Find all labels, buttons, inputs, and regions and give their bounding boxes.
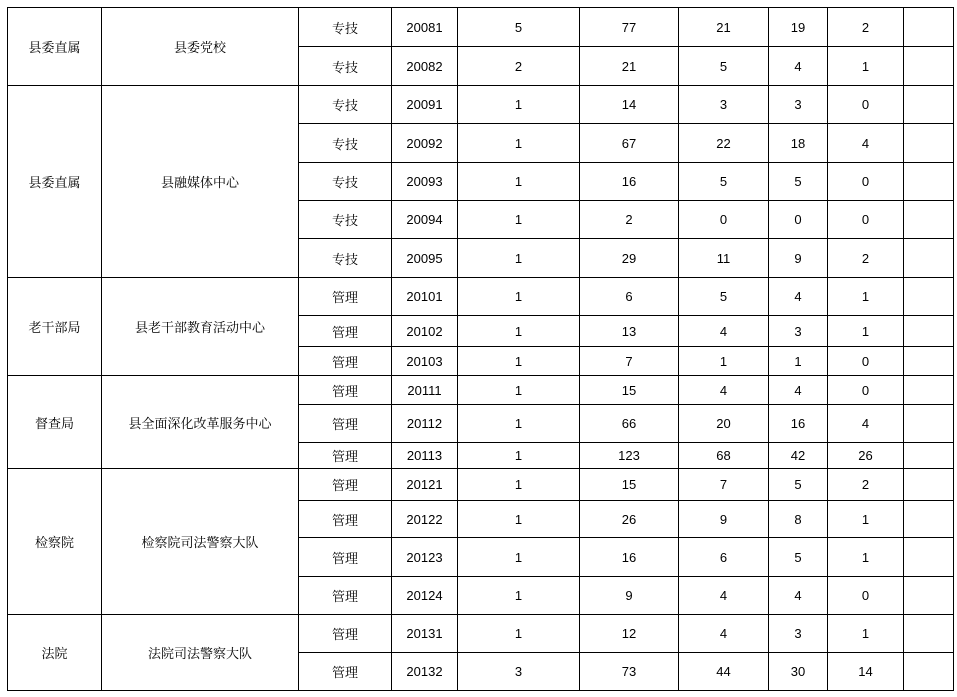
type-cell: 管理 (299, 376, 392, 405)
count-cell-1: 9 (679, 501, 769, 538)
count-cell-2: 4 (769, 47, 828, 86)
type-cell: 专技 (299, 47, 392, 86)
recruitment-table (7, 7, 954, 691)
code-cell: 20103 (392, 347, 458, 376)
count-cell-3: 0 (828, 86, 904, 124)
applicants-cell: 14 (580, 86, 679, 124)
note-cell (904, 501, 954, 538)
applicants-cell: 21 (580, 47, 679, 86)
table-row (8, 278, 954, 316)
note-cell (904, 443, 954, 469)
code-cell: 20113 (392, 443, 458, 469)
count-cell-1: 5 (679, 47, 769, 86)
note-cell (904, 405, 954, 443)
quota-cell: 1 (458, 316, 580, 347)
type-cell: 管理 (299, 653, 392, 691)
note-cell (904, 201, 954, 239)
table-row (8, 615, 954, 653)
quota-cell: 1 (458, 577, 580, 615)
count-cell-1: 5 (679, 278, 769, 316)
note-cell (904, 653, 954, 691)
type-cell: 专技 (299, 201, 392, 239)
count-cell-2: 5 (769, 469, 828, 501)
applicants-cell: 16 (580, 163, 679, 201)
applicants-cell: 15 (580, 469, 679, 501)
count-cell-2: 19 (769, 8, 828, 47)
dept-cell: 县委直属 (8, 8, 102, 86)
count-cell-1: 7 (679, 469, 769, 501)
count-cell-1: 0 (679, 201, 769, 239)
count-cell-1: 5 (679, 163, 769, 201)
code-cell: 20112 (392, 405, 458, 443)
note-cell (904, 316, 954, 347)
applicants-cell: 29 (580, 239, 679, 278)
count-cell-3: 1 (828, 278, 904, 316)
count-cell-2: 9 (769, 239, 828, 278)
quota-cell: 1 (458, 443, 580, 469)
applicants-cell: 15 (580, 376, 679, 405)
note-cell (904, 347, 954, 376)
applicants-cell: 6 (580, 278, 679, 316)
code-cell: 20131 (392, 615, 458, 653)
count-cell-3: 1 (828, 501, 904, 538)
type-cell: 专技 (299, 8, 392, 47)
note-cell (904, 163, 954, 201)
count-cell-3: 2 (828, 8, 904, 47)
code-cell: 20081 (392, 8, 458, 47)
type-cell: 专技 (299, 163, 392, 201)
count-cell-2: 4 (769, 577, 828, 615)
type-cell: 管理 (299, 538, 392, 577)
type-cell: 管理 (299, 316, 392, 347)
dept-cell: 检察院 (8, 469, 102, 615)
count-cell-3: 1 (828, 538, 904, 577)
applicants-cell: 12 (580, 615, 679, 653)
note-cell (904, 278, 954, 316)
code-cell: 20093 (392, 163, 458, 201)
count-cell-2: 3 (769, 316, 828, 347)
table-row (8, 469, 954, 501)
count-cell-1: 44 (679, 653, 769, 691)
code-cell: 20102 (392, 316, 458, 347)
count-cell-3: 0 (828, 163, 904, 201)
code-cell: 20101 (392, 278, 458, 316)
applicants-cell: 2 (580, 201, 679, 239)
note-cell (904, 577, 954, 615)
type-cell: 专技 (299, 86, 392, 124)
count-cell-1: 4 (679, 316, 769, 347)
quota-cell: 3 (458, 653, 580, 691)
count-cell-2: 42 (769, 443, 828, 469)
note-cell (904, 86, 954, 124)
count-cell-1: 1 (679, 347, 769, 376)
quota-cell: 1 (458, 278, 580, 316)
count-cell-3: 1 (828, 47, 904, 86)
applicants-cell: 66 (580, 405, 679, 443)
table-body (8, 8, 954, 691)
count-cell-2: 1 (769, 347, 828, 376)
type-cell: 管理 (299, 443, 392, 469)
quota-cell: 1 (458, 239, 580, 278)
quota-cell: 5 (458, 8, 580, 47)
quota-cell: 1 (458, 405, 580, 443)
count-cell-3: 4 (828, 124, 904, 163)
applicants-cell: 123 (580, 443, 679, 469)
count-cell-2: 4 (769, 278, 828, 316)
count-cell-3: 0 (828, 577, 904, 615)
type-cell: 管理 (299, 347, 392, 376)
quota-cell: 1 (458, 501, 580, 538)
code-cell: 20124 (392, 577, 458, 615)
quota-cell: 1 (458, 347, 580, 376)
type-cell: 管理 (299, 405, 392, 443)
count-cell-1: 11 (679, 239, 769, 278)
applicants-cell: 67 (580, 124, 679, 163)
note-cell (904, 538, 954, 577)
quota-cell: 1 (458, 469, 580, 501)
quota-cell: 1 (458, 86, 580, 124)
type-cell: 专技 (299, 239, 392, 278)
count-cell-1: 68 (679, 443, 769, 469)
code-cell: 20132 (392, 653, 458, 691)
count-cell-3: 0 (828, 201, 904, 239)
count-cell-1: 21 (679, 8, 769, 47)
applicants-cell: 73 (580, 653, 679, 691)
unit-cell: 检察院司法警察大队 (102, 469, 299, 615)
applicants-cell: 13 (580, 316, 679, 347)
count-cell-3: 1 (828, 615, 904, 653)
code-cell: 20091 (392, 86, 458, 124)
quota-cell: 1 (458, 376, 580, 405)
count-cell-2: 30 (769, 653, 828, 691)
code-cell: 20111 (392, 376, 458, 405)
count-cell-3: 0 (828, 347, 904, 376)
count-cell-3: 4 (828, 405, 904, 443)
applicants-cell: 7 (580, 347, 679, 376)
unit-cell: 县全面深化改革服务中心 (102, 376, 299, 469)
quota-cell: 2 (458, 47, 580, 86)
applicants-cell: 16 (580, 538, 679, 577)
note-cell (904, 615, 954, 653)
note-cell (904, 124, 954, 163)
count-cell-3: 2 (828, 239, 904, 278)
count-cell-2: 0 (769, 201, 828, 239)
count-cell-2: 5 (769, 163, 828, 201)
count-cell-1: 3 (679, 86, 769, 124)
note-cell (904, 469, 954, 501)
type-cell: 管理 (299, 501, 392, 538)
count-cell-2: 16 (769, 405, 828, 443)
code-cell: 20123 (392, 538, 458, 577)
count-cell-1: 4 (679, 376, 769, 405)
table-row (8, 376, 954, 405)
count-cell-3: 0 (828, 376, 904, 405)
count-cell-1: 4 (679, 615, 769, 653)
code-cell: 20082 (392, 47, 458, 86)
type-cell: 专技 (299, 124, 392, 163)
count-cell-3: 2 (828, 469, 904, 501)
quota-cell: 1 (458, 615, 580, 653)
code-cell: 20122 (392, 501, 458, 538)
count-cell-1: 4 (679, 577, 769, 615)
dept-cell: 法院 (8, 615, 102, 691)
count-cell-2: 3 (769, 615, 828, 653)
note-cell (904, 376, 954, 405)
type-cell: 管理 (299, 278, 392, 316)
note-cell (904, 239, 954, 278)
unit-cell: 法院司法警察大队 (102, 615, 299, 691)
unit-cell: 县融媒体中心 (102, 86, 299, 278)
applicants-cell: 77 (580, 8, 679, 47)
code-cell: 20121 (392, 469, 458, 501)
note-cell (904, 47, 954, 86)
dept-cell: 督查局 (8, 376, 102, 469)
note-cell (904, 8, 954, 47)
count-cell-2: 8 (769, 501, 828, 538)
code-cell: 20095 (392, 239, 458, 278)
count-cell-3: 1 (828, 316, 904, 347)
unit-cell: 县委党校 (102, 8, 299, 86)
count-cell-2: 18 (769, 124, 828, 163)
type-cell: 管理 (299, 577, 392, 615)
count-cell-2: 5 (769, 538, 828, 577)
count-cell-1: 20 (679, 405, 769, 443)
code-cell: 20094 (392, 201, 458, 239)
dept-cell: 老干部局 (8, 278, 102, 376)
applicants-cell: 9 (580, 577, 679, 615)
quota-cell: 1 (458, 163, 580, 201)
type-cell: 管理 (299, 469, 392, 501)
quota-cell: 1 (458, 201, 580, 239)
type-cell: 管理 (299, 615, 392, 653)
code-cell: 20092 (392, 124, 458, 163)
quota-cell: 1 (458, 538, 580, 577)
quota-cell: 1 (458, 124, 580, 163)
count-cell-2: 3 (769, 86, 828, 124)
applicants-cell: 26 (580, 501, 679, 538)
unit-cell: 县老干部教育活动中心 (102, 278, 299, 376)
count-cell-1: 22 (679, 124, 769, 163)
count-cell-1: 6 (679, 538, 769, 577)
count-cell-3: 26 (828, 443, 904, 469)
count-cell-2: 4 (769, 376, 828, 405)
dept-cell: 县委直属 (8, 86, 102, 278)
table-row (8, 8, 954, 47)
table-row (8, 86, 954, 124)
count-cell-3: 14 (828, 653, 904, 691)
